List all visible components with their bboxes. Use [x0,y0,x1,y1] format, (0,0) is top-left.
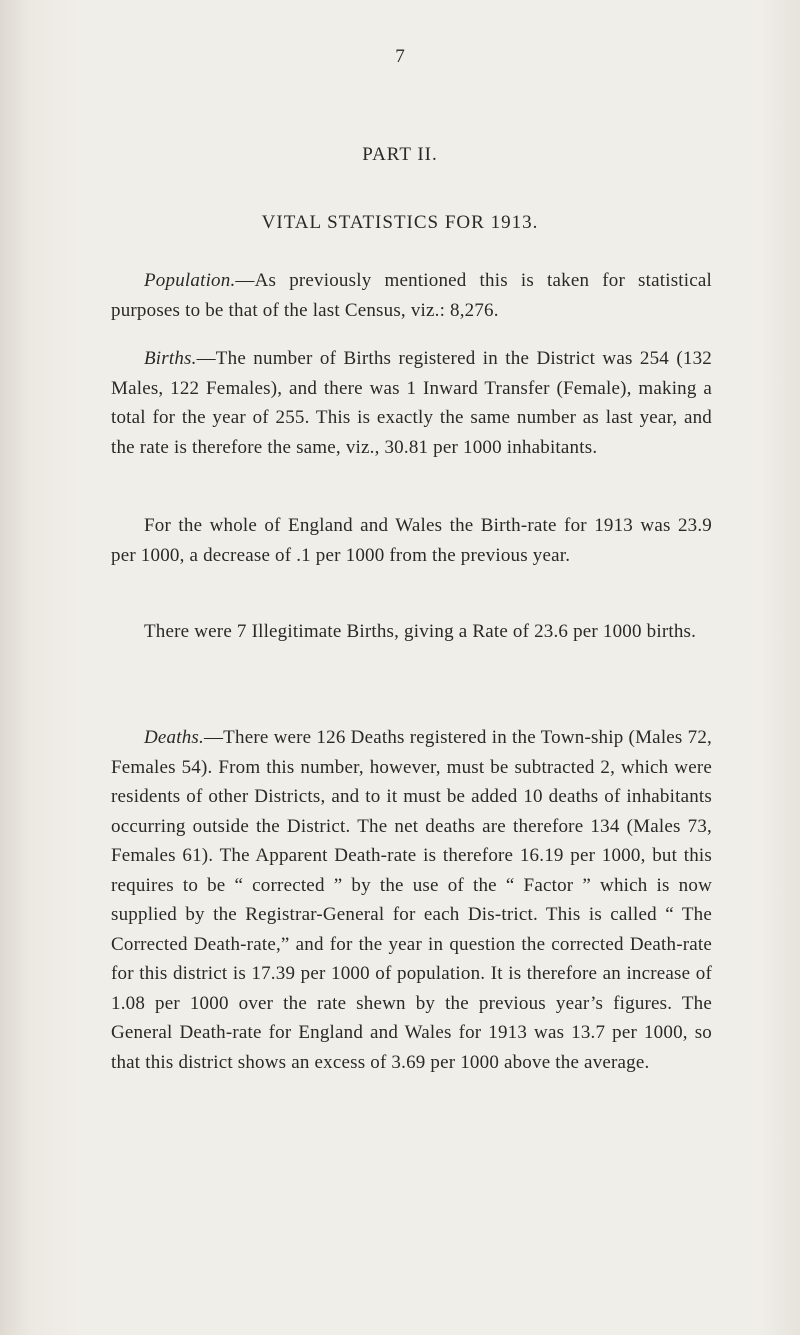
text-deaths: —There were 126 Deaths registered in the Town-ship (Males 72, Females 54). From this number, however, must be subtracted 2, which were residents of other Districts, and to it must be added 10 deaths of inhabitants occurring outside the District. The net deaths are therefore 134 (Males 73, Females 61). The Apparent Death-rate is therefore 16.19 per 1000, but this requires to be “ corrected ” by the use of the “ Factor ” which is now supplied by the Registrar-General for each Dis-trict. This is called “ The Corrected Death-rate,” and for the year in question the corrected Death-rate for this district is 17.39 per 1000 of population. It is therefore an increase of 1.08 per 1000 over the rate shewn by the previous year’s figures. The General Death-rate for England and Wales for 1913 was 13.7 per 1000, so that this district shows an excess of 3.69 per 1000 above the average. [111,727,712,1073]
paragraph-deaths [111,723,712,1077]
text-england-wales: For the whole of England and Wales the Birth-rate for 1913 was 23.9 per 1000, a decrease of .1 per 1000 from the previous year. [111,515,712,566]
text-population: —As previously mentioned this is taken for statistical purposes to be that of the last Census, viz.: 8,276. [111,270,712,321]
text-births: —The number of Births registered in the District was 254 (132 Males, 122 Females), and there was 1 Inward Transfer (Female), making a total for the year of 255. This is exactly the same number as last year, and the rate is therefore the same, viz., 30.81 per 1000 inhabitants. [111,348,712,458]
lead-births: Births. [144,348,197,369]
paragraph-births [111,344,712,462]
paragraph-england-wales [111,511,712,570]
part-heading: PART II. [362,144,438,165]
paragraph-illegitimate [111,617,712,647]
paragraph-population [111,266,712,325]
page-number: 7 [395,46,405,67]
lead-population: Population. [144,270,236,291]
section-heading: VITAL STATISTICS FOR 1913. [261,212,539,233]
lead-deaths: Deaths. [144,727,204,748]
text-illegitimate: There were 7 Illegitimate Births, giving a Rate of 23.6 per 1000 births. [144,621,697,642]
